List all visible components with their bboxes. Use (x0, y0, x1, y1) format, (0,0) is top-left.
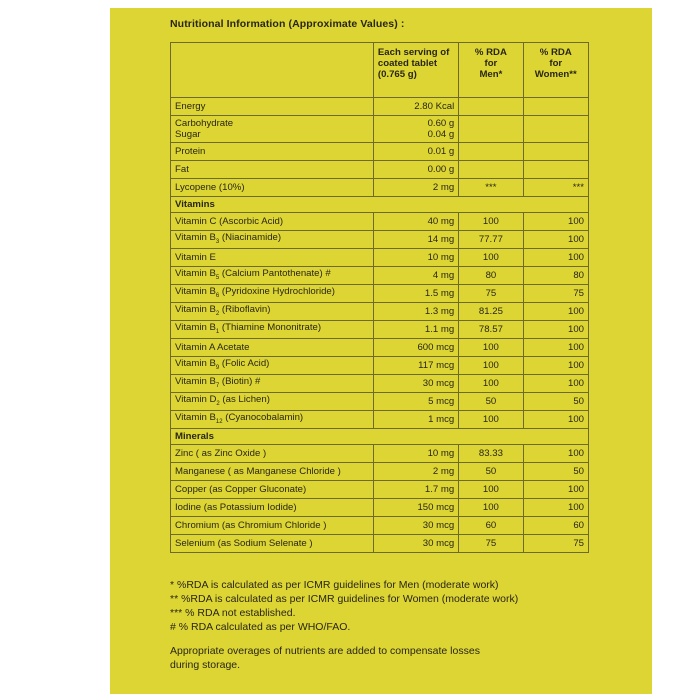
vitamin-base: Vitamin B (175, 285, 216, 297)
rda-women-value: 100 (523, 321, 588, 339)
serving-amount: 2 mg (373, 179, 458, 197)
rda-women-value: 50 (523, 393, 588, 411)
nutrient-name (171, 411, 374, 429)
nutrient-name: Copper (as Copper Gluconate) (171, 481, 374, 499)
vitamin-rows (171, 213, 589, 429)
rda-men-header-line: % RDA (474, 47, 507, 58)
rda-women-value: 50 (523, 463, 588, 481)
rda-women-value (523, 143, 588, 161)
serving-amount: 1.3 mg (373, 303, 458, 321)
serving-header-line: (0.765 g) (377, 69, 417, 80)
serving-amount: 30 mcg (373, 517, 458, 535)
rda-men-header-line: for (484, 58, 498, 69)
rda-men-value: 77.77 (459, 231, 523, 249)
table-row (171, 143, 589, 161)
vitamin-subscript: 3 (215, 238, 220, 245)
serving-amount: 2 mg (373, 463, 458, 481)
rda-men-value: 50 (459, 393, 523, 411)
vitamin-subscript: 7 (215, 382, 220, 389)
nutrient-name-line: Carbohydrate (175, 118, 234, 129)
table-row (171, 213, 589, 231)
table-row (171, 411, 589, 429)
nutrient-name-line: Sugar (175, 129, 201, 140)
serving-amount-line: 0.04 g (427, 129, 455, 140)
table-row (171, 116, 589, 143)
section-title-vitamins: Vitamins (171, 197, 589, 213)
rda-men-value (459, 143, 523, 161)
nutrient-name: Chromium (as Chromium Chloride ) (171, 517, 374, 535)
section-header-row (171, 197, 589, 213)
vitamin-detail: (Niacinamide) (219, 231, 282, 243)
vitamin-detail: (Folic Acid) (219, 357, 270, 369)
vitamin-subscript: 1 (215, 328, 220, 335)
nutrition-panel (110, 8, 652, 694)
table-row (171, 179, 589, 197)
rda-women-value: 100 (523, 411, 588, 429)
vitamin-detail: (Riboflavin) (219, 303, 271, 315)
rda-men-value: 100 (459, 249, 523, 267)
closing-note-line: Appropriate overages of nutrients are added to compensate losses (170, 645, 480, 657)
rda-women-header-line: Women** (534, 69, 577, 80)
nutrient-name (171, 116, 374, 143)
rda-men-value: 81.25 (459, 303, 523, 321)
nutrient-name: Protein (171, 143, 374, 161)
column-header-nutrient (171, 43, 374, 98)
nutrient-name: Zinc ( as Zinc Oxide ) (171, 445, 374, 463)
vitamin-base: Vitamin B (175, 357, 216, 369)
table-row (171, 231, 589, 249)
serving-amount: 14 mg (373, 231, 458, 249)
rda-women-value: 100 (523, 339, 588, 357)
nutrient-name: Lycopene (10%) (171, 179, 374, 197)
vitamin-detail: (Thiamine Mononitrate) (219, 321, 322, 333)
vitamin-subscript: 12 (215, 418, 223, 425)
rda-men-value: 60 (459, 517, 523, 535)
vitamin-base: Vitamin B (175, 231, 216, 243)
mineral-rows (171, 445, 589, 553)
table-row (171, 339, 589, 357)
rda-men-value: 80 (459, 267, 523, 285)
table-row (171, 535, 589, 553)
rda-women-value: 100 (523, 213, 588, 231)
serving-header-line: coated tablet (377, 58, 438, 69)
rda-women-value: 100 (523, 303, 588, 321)
table-row (171, 267, 589, 285)
serving-amount: 150 mcg (373, 499, 458, 517)
table-row (171, 321, 589, 339)
rda-men-value: 100 (459, 339, 523, 357)
table-row (171, 161, 589, 179)
serving-amount-line: 0.60 g (427, 118, 455, 129)
nutrient-name (171, 375, 374, 393)
rda-women-value: 100 (523, 445, 588, 463)
serving-amount: 2.80 Kcal (373, 98, 458, 116)
footnote: *** % RDA not established. (170, 607, 296, 619)
serving-amount (373, 116, 458, 143)
nutrient-name (171, 321, 374, 339)
rda-men-header-line: Men* (479, 69, 503, 80)
rda-men-value: 100 (459, 213, 523, 231)
nutrient-name: Vitamin C (Ascorbic Acid) (171, 213, 374, 231)
table-row (171, 393, 589, 411)
table-row (171, 357, 589, 375)
table-row (171, 517, 589, 535)
table-row (171, 481, 589, 499)
table-row (171, 463, 589, 481)
nutrient-name (171, 303, 374, 321)
rda-men-value: 100 (459, 375, 523, 393)
rda-women-value (523, 161, 588, 179)
table-header-row (171, 43, 589, 98)
serving-amount: 30 mcg (373, 375, 458, 393)
serving-amount: 1.7 mg (373, 481, 458, 499)
rda-women-value: 100 (523, 499, 588, 517)
vitamin-detail: (as Lichen) (219, 393, 270, 405)
nutrient-name: Fat (171, 161, 374, 179)
closing-note-line: during storage. (170, 659, 241, 671)
rda-women-value (523, 116, 588, 143)
rda-women-value: *** (523, 179, 588, 197)
rda-women-value: 80 (523, 267, 588, 285)
nutrient-name (171, 357, 374, 375)
rda-women-value: 60 (523, 517, 588, 535)
rda-women-value: 75 (523, 535, 588, 553)
footnote: # % RDA calculated as per WHO/FAO. (170, 621, 351, 633)
serving-amount: 5 mcg (373, 393, 458, 411)
vitamin-base: Vitamin D (175, 393, 217, 405)
vitamin-base: Vitamin B (175, 267, 216, 279)
rda-men-value: *** (459, 179, 523, 197)
table-row (171, 98, 589, 116)
vitamin-subscript: 5 (215, 274, 220, 281)
table-row (171, 303, 589, 321)
vitamin-subscript: 6 (215, 292, 220, 299)
vitamin-detail: (Calcium Pantothenate) # (219, 267, 331, 279)
rda-men-value (459, 116, 523, 143)
vitamin-subscript: 2 (216, 400, 220, 407)
rda-men-value: 100 (459, 357, 523, 375)
serving-amount: 0.00 g (373, 161, 458, 179)
vitamin-detail: (Biotin) # (219, 375, 261, 387)
rda-women-value: 100 (523, 231, 588, 249)
nutrient-name: Manganese ( as Manganese Chloride ) (171, 463, 374, 481)
nutrient-name: Selenium (as Sodium Selenate ) (171, 535, 374, 553)
rda-men-value (459, 161, 523, 179)
serving-amount: 1.1 mg (373, 321, 458, 339)
nutrient-name (171, 393, 374, 411)
rda-men-value: 100 (459, 481, 523, 499)
rda-women-header-line: % RDA (539, 47, 572, 58)
rda-women-value: 100 (523, 249, 588, 267)
vitamin-detail: (Cyanocobalamin) (222, 411, 304, 423)
vitamin-base: Vitamin B (175, 375, 216, 387)
rda-men-value: 100 (459, 499, 523, 517)
rda-women-value (523, 98, 588, 116)
table-row (171, 375, 589, 393)
serving-amount: 4 mg (373, 267, 458, 285)
rda-men-value: 50 (459, 463, 523, 481)
nutrient-name: Vitamin A Acetate (171, 339, 374, 357)
nutrient-name: Vitamin E (171, 249, 374, 267)
vitamin-subscript: 9 (215, 364, 220, 371)
section-title-minerals: Minerals (171, 429, 589, 445)
serving-amount: 10 mg (373, 445, 458, 463)
rda-women-value: 100 (523, 375, 588, 393)
column-header-serving (373, 43, 458, 98)
table-row (171, 499, 589, 517)
table-row (171, 445, 589, 463)
serving-amount: 1 mcg (373, 411, 458, 429)
serving-amount: 0.01 g (373, 143, 458, 161)
vitamin-base: Vitamin B (175, 411, 216, 423)
nutrient-name (171, 267, 374, 285)
serving-amount: 30 mcg (373, 535, 458, 553)
footnote: * %RDA is calculated as per ICMR guidelines for Men (moderate work) (170, 579, 499, 591)
nutrient-name (171, 285, 374, 303)
rda-women-value: 100 (523, 357, 588, 375)
nutrition-table (170, 42, 589, 553)
rda-men-value: 75 (459, 535, 523, 553)
nutrient-name (171, 231, 374, 249)
column-header-rda-men (459, 43, 523, 98)
vitamin-subscript: 2 (215, 310, 220, 317)
serving-amount: 1.5 mg (373, 285, 458, 303)
serving-header-line: Each serving of (377, 47, 450, 58)
table-row (171, 249, 589, 267)
rda-men-value (459, 98, 523, 116)
rda-men-value: 83.33 (459, 445, 523, 463)
footnotes (170, 578, 640, 672)
vitamin-base: Vitamin B (175, 321, 216, 333)
serving-amount: 600 mcg (373, 339, 458, 357)
nutrient-name: Energy (171, 98, 374, 116)
footnote: ** %RDA is calculated as per ICMR guidelines for Women (moderate work) (170, 593, 519, 605)
nutrient-name: Iodine (as Potassium Iodide) (171, 499, 374, 517)
serving-amount: 10 mg (373, 249, 458, 267)
vitamin-base: Vitamin B (175, 303, 216, 315)
rda-women-value: 75 (523, 285, 588, 303)
rda-women-value: 100 (523, 481, 588, 499)
table-row (171, 285, 589, 303)
vitamin-detail: (Pyridoxine Hydrochloride) (219, 285, 335, 297)
rda-men-value: 100 (459, 411, 523, 429)
section-header-row (171, 429, 589, 445)
rda-men-value: 78.57 (459, 321, 523, 339)
serving-amount: 40 mg (373, 213, 458, 231)
serving-amount: 117 mcg (373, 357, 458, 375)
rda-men-value: 75 (459, 285, 523, 303)
page-title: Nutritional Information (Approximate Values) : (170, 18, 405, 30)
rda-women-header-line: for (549, 58, 563, 69)
column-header-rda-women (523, 43, 588, 98)
